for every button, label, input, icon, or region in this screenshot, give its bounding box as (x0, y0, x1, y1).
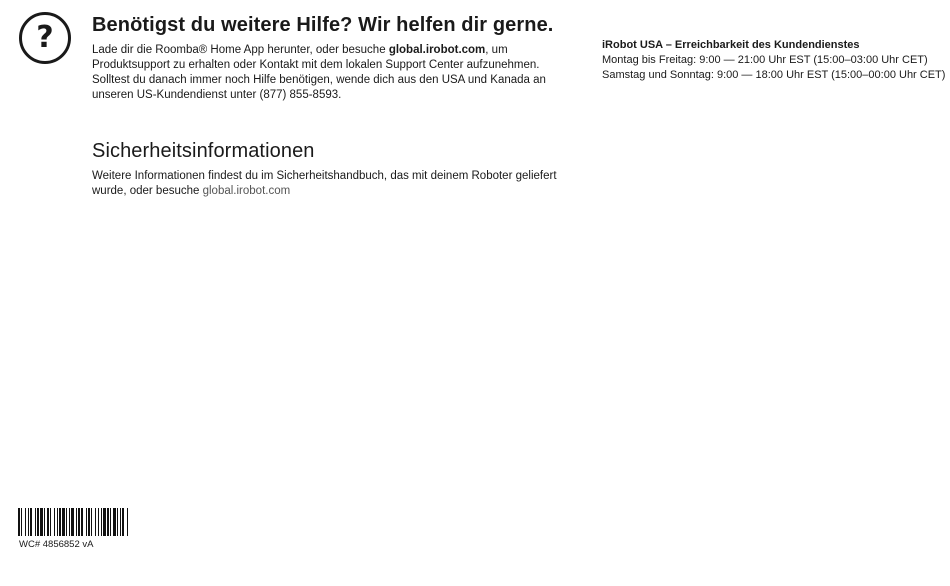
contact-weekend: Samstag und Sonntag: 9:00 — 18:00 Uhr EST (15:00–00:00 Uhr CET) (602, 69, 946, 81)
help-text-part1: Lade dir die Roomba® Home App herunter, oder besuche (92, 44, 389, 56)
question-circle-icon: ? (19, 12, 71, 64)
contact-section (602, 38, 948, 83)
barcode-bar (62, 508, 65, 536)
barcode-bar (76, 508, 77, 536)
barcode-bar (120, 508, 121, 536)
barcode-bar (59, 508, 61, 536)
barcode-bar (101, 508, 102, 536)
barcode-bar (69, 508, 70, 536)
barcode-bar (88, 508, 90, 536)
barcode-bar (117, 508, 118, 536)
barcode-bar (81, 508, 83, 536)
barcode-bar (66, 508, 67, 536)
safety-text (92, 169, 572, 199)
help-link[interactable]: global.irobot.com (388, 44, 486, 56)
help-text (92, 43, 572, 103)
barcode-bar (18, 508, 20, 536)
barcode-bar (110, 508, 111, 536)
barcode-bar (21, 508, 22, 536)
barcode-bar (107, 508, 109, 536)
barcode-bar (95, 508, 96, 536)
safety-link[interactable]: global.irobot.com (202, 185, 291, 197)
barcode-bar (57, 508, 58, 536)
barcode-bar (91, 508, 92, 536)
safety-text-part1: Weitere Informationen findest du im Sicherheitshandbuch, das mit deinem Roboter geliefert wurde, oder besuche (92, 170, 557, 197)
safety-section (92, 140, 572, 199)
barcode-bar (30, 508, 32, 536)
help-text-part2: , um Produktsupport zu erhalten oder Kontakt mit dem lokalen Support Center aufzunehmen. Solltest du danach immer noch Hilfe benötigen, wende dich aus den USA und Kanada an unseren US-Kundendienst unter (877) 855-8593. (92, 44, 546, 101)
barcode-bar (50, 508, 51, 536)
barcode-bar (25, 508, 26, 536)
barcode-bar (37, 508, 39, 536)
barcode-bar (98, 508, 99, 536)
barcode-bar (71, 508, 74, 536)
wc-number: WC# 4856852 vA (19, 539, 94, 550)
barcode-bar (86, 508, 87, 536)
help-section (92, 14, 572, 103)
barcode-bar (44, 508, 45, 536)
barcode-bar (113, 508, 116, 536)
barcode-bar (35, 508, 36, 536)
barcode-bar (127, 508, 128, 536)
barcode-icon (18, 508, 210, 536)
contact-title: iRobot USA – Erreichbarkeit des Kundendienstes (602, 39, 860, 51)
barcode-bar (103, 508, 106, 536)
barcode-bar (78, 508, 80, 536)
barcode-bar (40, 508, 43, 536)
help-title: Benötigst du weitere Hilfe? Wir helfen dir gerne. (92, 14, 554, 36)
safety-title: Sicherheitsinformationen (92, 140, 315, 162)
barcode-bar (122, 508, 124, 536)
barcode-bar (28, 508, 29, 536)
barcode-bar (47, 508, 49, 536)
barcode-bar (54, 508, 55, 536)
contact-weekdays: Montag bis Freitag: 9:00 — 21:00 Uhr EST (15:00–03:00 Uhr CET) (602, 54, 928, 66)
